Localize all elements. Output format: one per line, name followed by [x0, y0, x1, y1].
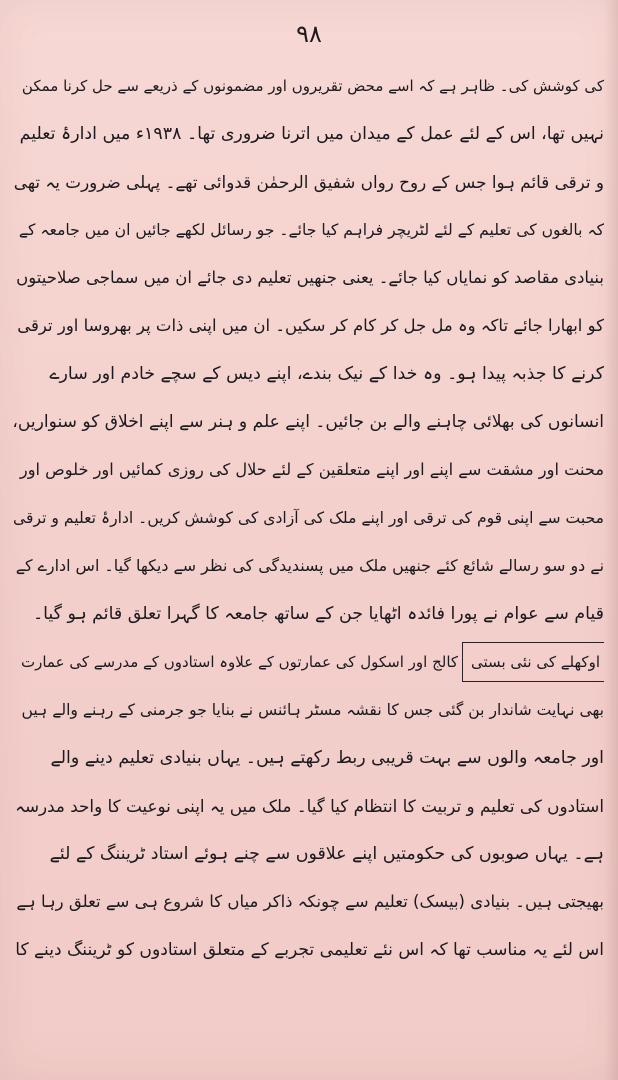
text-line: کہ بالغوں کی تعلیم کے لئے لٹریچر فراہم کیا جائے۔ جو رسائل لکھے جائیں ان میں جامعہ کے	[18, 221, 604, 239]
text-line-remainder: کالج اور اسکول کی عمارتوں کے علاوہ استادوں کے مدرسے کی عمارت	[21, 653, 459, 671]
text-line: کرنے کا جذبہ پیدا ہو۔ وہ خدا کے نیک بندے، اپنے دیس کے سچے خادم اور سارے	[49, 364, 604, 384]
margin-note: اوکھلے کی نئی بستی	[462, 642, 604, 682]
text-line: محبت سے اپنی قوم کی ترقی اور اپنے ملک کی آزادی کی کوشش کریں۔ ادارۂ تعلیم و ترقی	[13, 509, 604, 527]
body-text	[12, 62, 604, 974]
text-line: انسانوں کی بھلائی چاہنے والے بن جائیں۔ اپنے علم و ہنر سے اپنے اخلاق کو سنواریں،	[12, 412, 604, 432]
text-line-with-note	[12, 638, 604, 686]
page-number: ۹۸	[296, 20, 322, 48]
text-line: محنت اور مشقت سے اپنے اور اپنے متعلقین کے لئے حلال کی روزی کمائیں اور خلوص اور	[19, 460, 604, 479]
text-line: کو ابھارا جائے تاکہ وہ مل جل کر کام کر سکیں۔ ان میں اپنی ذات پر بھروسا اور ترقی	[17, 316, 604, 335]
page-edge-shadow	[604, 0, 618, 1080]
text-line: بھی نہایت شاندار بن گئی جس کا نقشہ مسٹر ہائنس نے بنایا جو جرمنی کے رہنے والے ہیں	[21, 701, 604, 719]
text-line: اور جامعہ والوں سے بہت قریبی ربط رکھتے ہیں۔ یہاں بنیادی تعلیم دینے والے	[50, 748, 604, 768]
text-line: نہیں تھا، اس کے لئے عمل کے میدان میں اترنا ضروری تھا۔ ۱۹۳۸ء میں ادارۂ تعلیم	[19, 124, 604, 144]
text-line: نے دو سو رسالے شائع کئے جنھیں ملک میں پسندیدگی کی نظر سے دیکھا گیا۔ اس ادارے کے	[15, 556, 604, 575]
text-line: قیام سے عوام نے پورا فائدہ اٹھایا جن کے ساتھ جامعہ کا گہرا تعلق قائم ہو گیا۔	[32, 604, 604, 624]
text-line: ہے۔ یہاں صوبوں کی حکومتیں اپنے علاقوں سے چنے ہوئے استاد ٹریننگ کے لئے	[49, 844, 604, 864]
text-line: کی کوشش کی۔ ظاہر ہے کہ اسے محض تقریروں اور مضمونوں کے ذریعے سے حل کرنا ممکن	[21, 77, 604, 95]
text-line: بنیادی مقاصد کو نمایاں کیا جائے۔ یعنی جنھیں تعلیم دی جائے ان میں سماجی صلاحیتوں	[16, 268, 604, 287]
text-line: و ترقی قائم ہوا جس کے روح رواں شفیق الرحمٰن قدوائی تھے۔ پہلی ضرورت یہ تھی	[13, 172, 604, 192]
text-line: بھیجتی ہیں۔ بنیادی (بیسک) تعلیم سے چونکہ ذاکر میاں کا شروع ہی سے تعلق رہا ہے	[16, 892, 604, 911]
text-line: استادوں کی تعلیم و تربیت کا انتظام کیا گیا۔ ملک میں یہ اپنی نوعیت کا واحد مدرسہ	[15, 796, 604, 816]
text-line: اس لئے یہ مناسب تھا کہ اس نئے تعلیمی تجربے کے متعلق استادوں کو ٹریننگ دینے کا	[15, 940, 604, 960]
